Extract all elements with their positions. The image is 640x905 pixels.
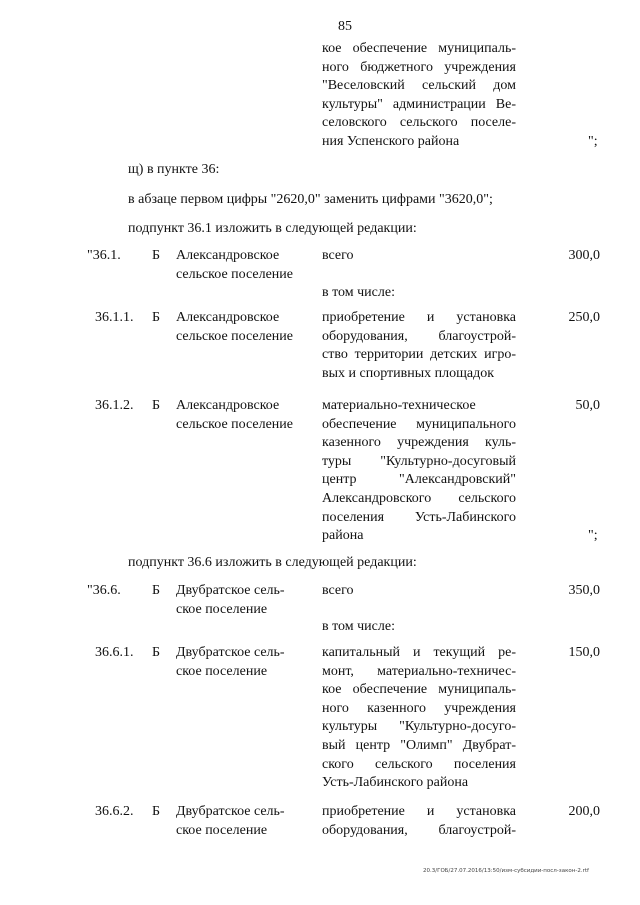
paragraph-replace-figures: в абзаце первом цифры "2620,0" заменить цифрами "3620,0"; [128,192,493,207]
row-36-6-2-amount: 200,0 [568,804,600,819]
row-36-6-amount: 350,0 [568,583,600,598]
row-36-6-letter: Б [152,583,161,598]
row-36-1-1-amount: 250,0 [568,310,600,325]
paragraph-point-36: щ) в пункте 36: [128,162,220,177]
page-number: 85 [338,19,352,34]
row-36-1-number: "36.1. [87,248,121,263]
row-36-6-2-letter: Б [152,804,161,819]
row-36-1-2-letter: Б [152,398,161,413]
row-36-6-2-settlement: Двубратское сель- ское поселение [176,804,285,838]
paragraph-subpoint-36-1: подпункт 36.1 изложить в следующей редакции: [128,221,417,236]
row-36-6-1-letter: Б [152,645,161,660]
closing-quote-table1: "; [588,528,598,543]
row-36-6-1-number: 36.6.1. [95,645,134,660]
top-continuation-text: кое обеспечение муниципаль- ного бюджетного учреждения "Веселовский сельский дом культуры" администрации Ве- селовского сельского поселе- ния Успенского района [322,41,516,149]
row-36-6-2-number: 36.6.2. [95,804,134,819]
row-36-6-number: "36.6. [87,583,121,598]
row-36-1-1-number: 36.1.1. [95,310,134,325]
row-36-6-1-purpose: капитальный и текущий ре- монт, материально-техничес- кое обеспечение муниципаль- ного казенного учреждения культуры "Культурно-досуго- вый центр "Олимп" Двубрат- ского сельского поселения Усть-Лабинского района [322,645,516,791]
row-36-1-settlement: Александровское сельское поселение [176,248,293,282]
row-36-6-1-amount: 150,0 [568,645,600,660]
row-36-1-2-amount: 50,0 [575,398,600,413]
footer-file-path: 20.3/ГОБ/27.07.2016/13:50/изм-субсидии-посл-закон-2.rtf [423,868,589,874]
row-36-1-including: в том числе: [322,285,395,300]
row-36-1-2-purpose: материально-техническое обеспечение муниципального казенного учреждения куль- туры "Культурно-досуговый центр "Александровский" Александровского сельского поселения Усть-Лабинского района [322,398,516,544]
paragraph-subpoint-36-6: подпункт 36.6 изложить в следующей редакции: [128,555,417,570]
row-36-6-2-purpose: приобретение и установка оборудования, благоустрой- [322,804,516,838]
row-36-1-purpose: всего [322,248,354,263]
row-36-6-purpose: всего [322,583,354,598]
row-36-1-amount: 300,0 [568,248,600,263]
row-36-1-1-settlement: Александровское сельское поселение [176,310,293,344]
row-36-6-including: в том числе: [322,619,395,634]
row-36-1-letter: Б [152,248,161,263]
row-36-1-2-settlement: Александровское сельское поселение [176,398,293,432]
row-36-1-1-letter: Б [152,310,161,325]
closing-quote-top: "; [588,134,598,149]
row-36-6-1-settlement: Двубратское сель- ское поселение [176,645,285,679]
row-36-6-settlement: Двубратское сель- ское поселение [176,583,285,617]
row-36-1-2-number: 36.1.2. [95,398,134,413]
row-36-1-1-purpose: приобретение и установка оборудования, благоустрой- ство территории детских игро- вых и спортивных площадок [322,310,516,381]
